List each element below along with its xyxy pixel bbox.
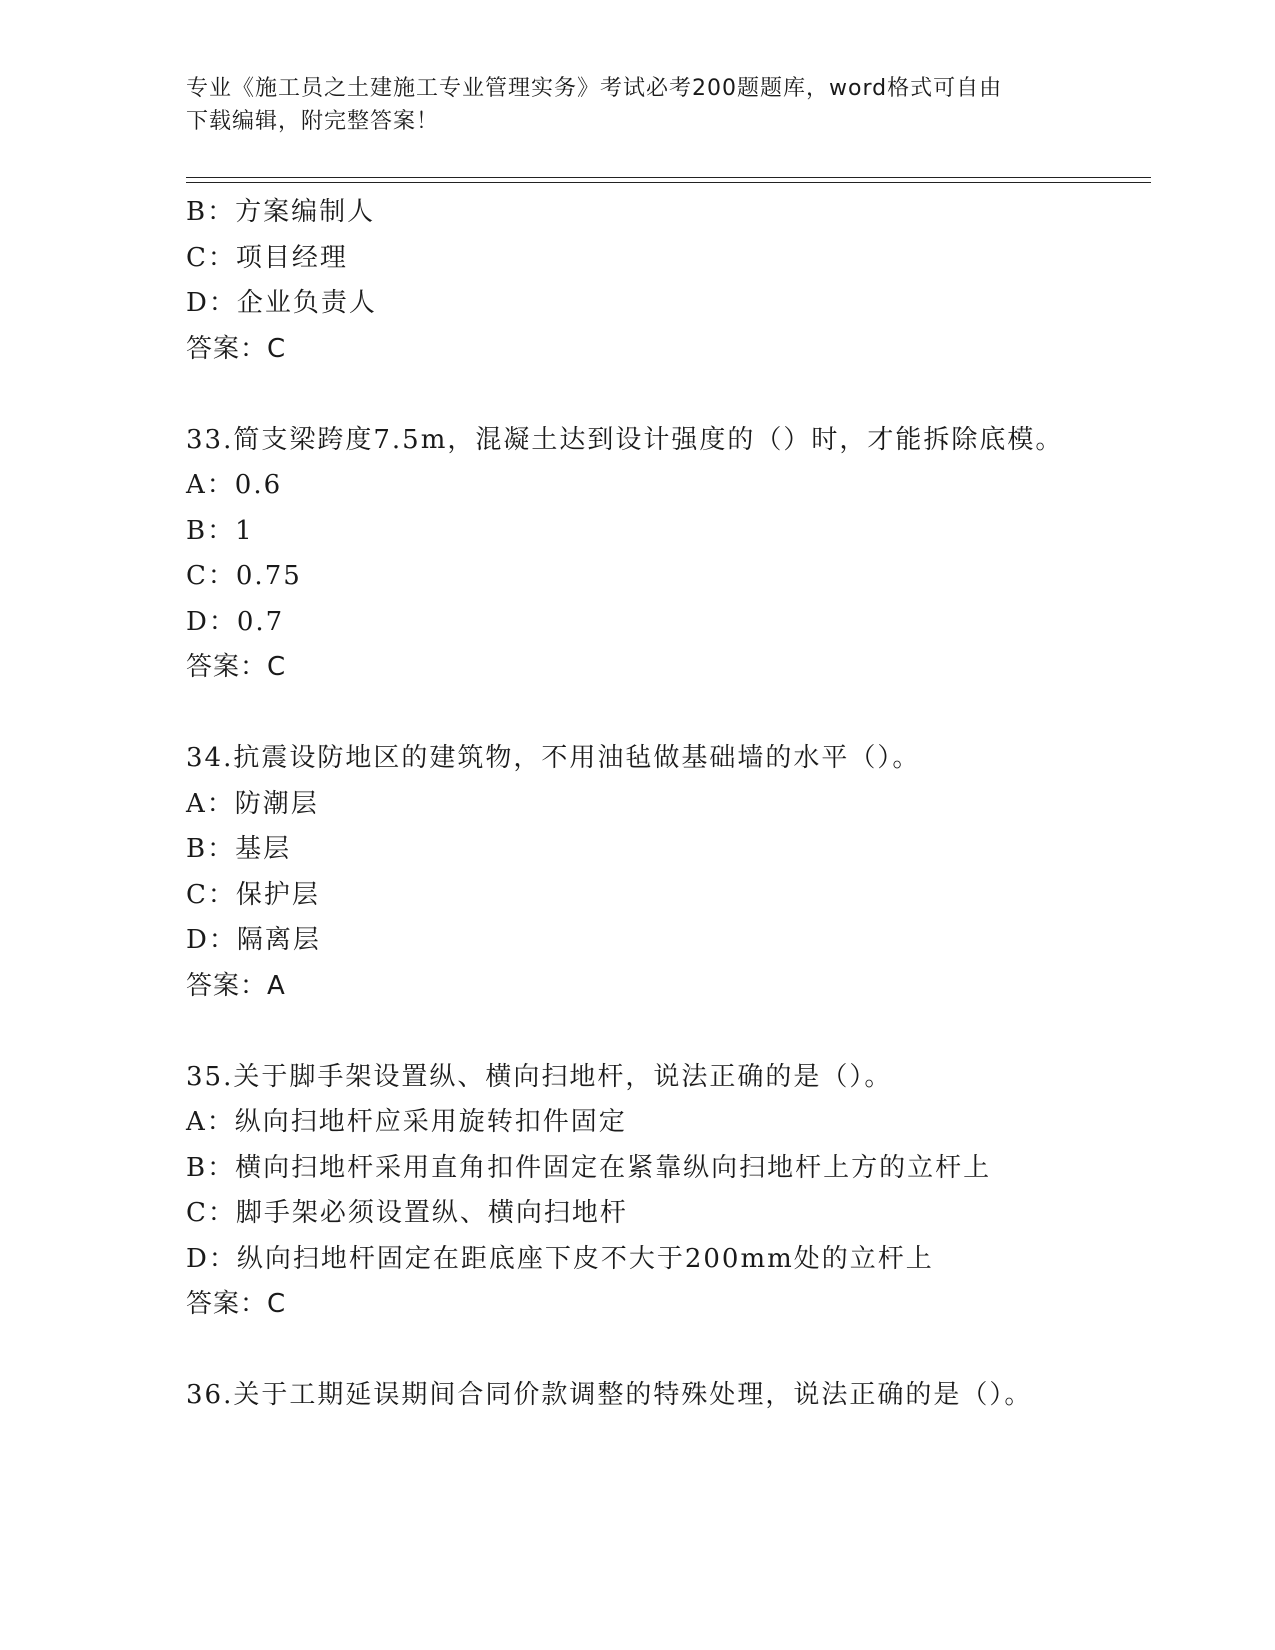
- spacer: [186, 691, 1151, 737]
- answer: 答案：C: [186, 333, 287, 364]
- header-divider-bottom: [186, 182, 1151, 183]
- header-divider-top: [186, 177, 1151, 178]
- question-text: 33.简支梁跨度7.5m，混凝土达到设计强度的（）时，才能拆除底模。: [186, 424, 1064, 455]
- option-d: D：0.7: [186, 606, 285, 637]
- option-c: C：脚手架必须设置纵、横向扫地杆: [186, 1198, 628, 1228]
- question-block-32: [186, 190, 1151, 372]
- option-d: D：纵向扫地杆固定在距底座下皮不大于200mm处的立杆上: [186, 1243, 934, 1274]
- option-a: A：纵向扫地杆应采用旋转扣件固定: [186, 1107, 627, 1137]
- option-c: C：项目经理: [186, 242, 348, 273]
- option-b: B：基层: [186, 834, 292, 864]
- option-d: D：隔离层: [186, 925, 321, 955]
- spacer: [186, 1328, 1151, 1374]
- option-c: C：保护层: [186, 879, 320, 910]
- option-b: B：横向扫地杆采用直角扣件固定在紧靠纵向扫地杆上方的立杆上: [186, 1152, 992, 1183]
- question-block-33: [186, 418, 1151, 691]
- document-header: [186, 72, 1086, 138]
- header-line-2: 下载编辑，附完整答案！: [186, 109, 440, 134]
- question-text: 35.关于脚手架设置纵、横向扫地杆，说法正确的是（）。: [186, 1061, 893, 1092]
- answer: 答案：C: [186, 652, 287, 682]
- option-a: A：防潮层: [186, 788, 319, 819]
- option-b: B：1: [186, 515, 254, 546]
- answer: 答案：A: [186, 970, 286, 1001]
- question-text: 34.抗震设防地区的建筑物，不用油毡做基础墙的水平（）。: [186, 743, 921, 773]
- question-list: [186, 190, 1151, 1419]
- option-b: B：方案编制人: [186, 197, 376, 227]
- spacer: [186, 1009, 1151, 1055]
- question-block-34: [186, 736, 1151, 1009]
- question-block-36: [186, 1373, 1151, 1419]
- spacer: [186, 372, 1151, 418]
- option-c: C：0.75: [186, 561, 302, 591]
- question-block-35: [186, 1055, 1151, 1328]
- header-line-1: 专业《施工员之土建施工专业管理实务》考试必考200题题库，word格式可自由: [186, 76, 1003, 101]
- option-a: A：0.6: [186, 470, 283, 500]
- option-d: D：企业负责人: [186, 288, 377, 318]
- question-text: 36.关于工期延误期间合同价款调整的特殊处理，说法正确的是（）。: [186, 1380, 1033, 1410]
- answer: 答案：C: [186, 1289, 287, 1319]
